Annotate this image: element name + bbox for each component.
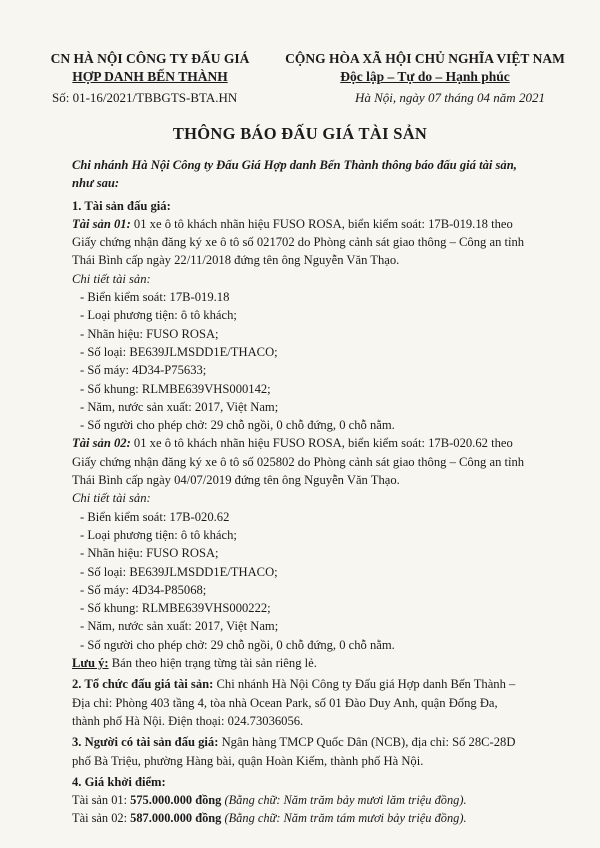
org-name-line1: CN HÀ NỘI CÔNG TY ĐẤU GIÁ: [50, 51, 250, 66]
asset2-details-label: Chi tiết tài sản:: [72, 491, 151, 506]
intro-paragraph: [72, 156, 552, 193]
list-item: - Số máy: 4D34-P85068;: [80, 582, 207, 597]
page-title: THÔNG BÁO ĐẤU GIÁ TÀI SẢN: [172, 124, 428, 143]
asset2-desc-line3: Thái Bình cấp ngày 04/07/2019 đứng tên ông Nguyễn Văn Thạo.: [72, 473, 400, 488]
asset2-desc-line2: Giấy chứng nhận đăng ký xe ô tô số 025802 do Phòng cảnh sát giao thông – Công an tỉnh: [72, 454, 525, 469]
asset2-details-list: [72, 508, 552, 654]
org-name-line2: HỢP DANH BẾN THÀNH: [72, 69, 228, 84]
asset1-desc-line2: Giấy chứng nhận đăng ký xe ô tô số 021702 do Phòng cảnh sát giao thông – Công an tỉnh: [72, 235, 525, 250]
list-item: - Nhãn hiệu: FUSO ROSA;: [80, 546, 219, 561]
asset1-description: [72, 215, 552, 233]
nation-name: CỘNG HÒA XÃ HỘI CHỦ NGHĨA VIỆT NAM: [285, 51, 565, 66]
asset1-details-list: [72, 288, 552, 434]
list-item: - Số loại: BE639JLMSDD1E/THACO;: [80, 564, 278, 579]
asset1-desc-line1: 01 xe ô tô khách nhãn hiệu FUSO ROSA, biển kiểm soát: 17B-019.18 theo: [130, 216, 513, 231]
note-label: Lưu ý:: [72, 656, 109, 671]
section3-line2: phố Bà Triệu, phường Hàng bài, quận Hoàn Kiếm, thành phố Hà Nội.: [72, 753, 424, 768]
organization-block: [50, 50, 250, 86]
section2-line3: thành phố Hà Nội. Điện thoại: 024.73036056.: [72, 713, 304, 728]
price-line-asset1: Tài sản 01: 575.000.000 đồng (Bằng chữ: Năm trăm bảy mươi lăm triệu đồng).: [72, 793, 467, 808]
section3-heading: 3. Người có tài sản đấu giá:: [72, 735, 219, 750]
intro-line1: Chi nhánh Hà Nội Công ty Đấu Giá Hợp danh Bến Thành thông báo đấu giá tài sản,: [72, 158, 517, 172]
list-item: - Số người cho phép chở: 29 chỗ ngồi, 0 chỗ đứng, 0 chỗ nằm.: [80, 418, 395, 433]
section4-heading: 4. Giá khởi điểm:: [72, 774, 166, 789]
list-item: - Số loại: BE639JLMSDD1E/THACO;: [80, 344, 278, 359]
section3-line1: 3. Người có tài sản đấu giá: Ngân hàng TMCP Quốc Dân (NCB), địa chỉ: Số 28C-28D: [72, 735, 516, 750]
asset1-details-label: Chi tiết tài sản:: [72, 271, 151, 286]
list-item: - Nhãn hiệu: FUSO ROSA;: [80, 326, 219, 341]
asset1-label: Tài sản 01:: [72, 216, 131, 231]
list-item: - Biển kiểm soát: 17B-019.18: [80, 290, 230, 305]
list-item: - Số khung: RLMBE639VHS000222;: [80, 601, 271, 616]
national-motto-block: [270, 50, 580, 86]
note-text: Bán theo hiện trạng từng tài sản riêng lẻ.: [108, 656, 317, 671]
list-item: - Số khung: RLMBE639VHS000142;: [80, 381, 271, 396]
list-item: - Biển kiểm soát: 17B-020.62: [80, 509, 230, 524]
list-item: - Năm, nước sản xuất: 2017, Việt Nam;: [80, 619, 279, 634]
nation-motto: Độc lập – Tự do – Hạnh phúc: [340, 69, 510, 84]
note-line: [72, 654, 552, 672]
intro-line2: như sau:: [72, 176, 120, 191]
price-value-asset2: 587.000.000 đồng: [130, 811, 222, 826]
asset2-desc-line1: 01 xe ô tô khách nhãn hiệu FUSO ROSA, biển kiểm soát: 17B-020.62 theo: [130, 436, 513, 451]
asset2-label: Tài sản 02:: [72, 436, 131, 451]
document-date: Hà Nội, ngày 07 tháng 04 năm 2021: [355, 90, 545, 105]
price-value-asset1: 575.000.000 đồng: [130, 793, 222, 808]
list-item: - Năm, nước sản xuất: 2017, Việt Nam;: [80, 399, 279, 414]
asset1-desc-line3: Thái Bình cấp ngày 22/11/2018 đứng tên ông Nguyễn Văn Thạo.: [72, 253, 400, 268]
section1-heading: 1. Tài sản đấu giá:: [72, 198, 171, 213]
section2-heading: 2. Tổ chức đấu giá tài sản:: [72, 677, 214, 692]
price-words-asset1: (Bằng chữ: Năm trăm bảy mươi lăm triệu đồng).: [221, 793, 467, 808]
section2-line2: Địa chỉ: Phòng 403 tầng 4, tòa nhà Ocean Park, số 01 Đào Duy Anh, quận Đống Đa,: [72, 695, 498, 710]
section2-line1: 2. Tổ chức đấu giá tài sản: Chi nhánh Hà Nội Công ty Đấu giá Hợp danh Bến Thành –: [72, 677, 516, 692]
list-item: - Số máy: 4D34-P75633;: [80, 363, 207, 378]
list-item: - Số người cho phép chở: 29 chỗ ngồi, 0 chỗ đứng, 0 chỗ nằm.: [80, 637, 395, 652]
price-words-asset2: (Bằng chữ: Năm trăm tám mươi bảy triệu đồng).: [221, 811, 467, 826]
asset2-description: [72, 434, 552, 452]
document-number: Số: 01-16/2021/TBBGTS-BTA.HN: [52, 90, 238, 105]
document-body: [72, 156, 552, 828]
list-item: - Loại phương tiện: ô tô khách;: [80, 527, 237, 542]
list-item: - Loại phương tiện: ô tô khách;: [80, 308, 237, 323]
price-line-asset2: Tài sản 02: 587.000.000 đồng (Bằng chữ: Năm trăm tám mươi bảy triệu đồng).: [72, 811, 467, 826]
